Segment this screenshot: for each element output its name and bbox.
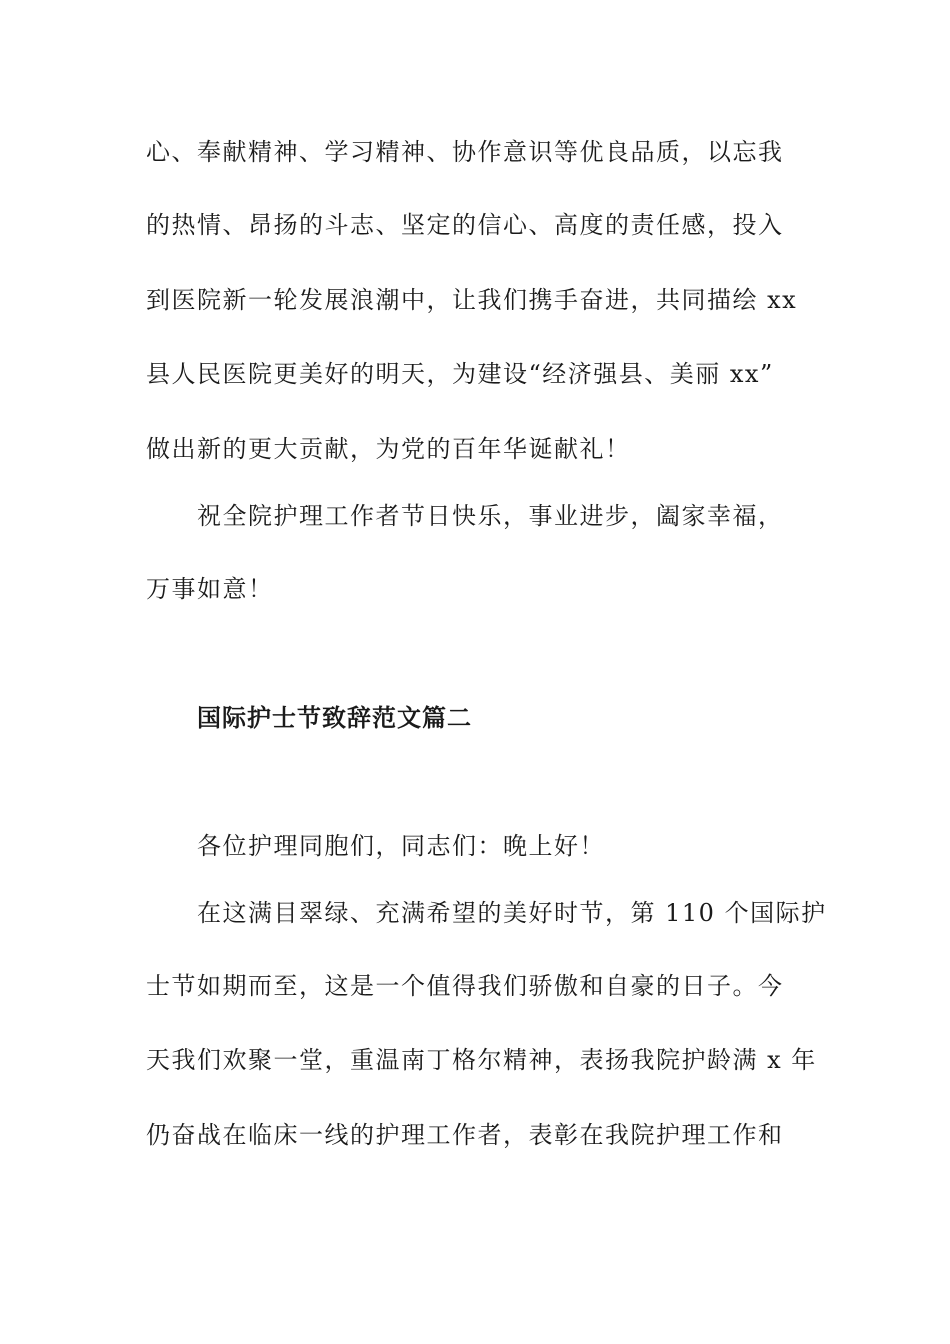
paragraph-line: 心、奉献精神、学习精神、协作意识等优良品质，以忘我 [146,138,784,166]
paragraph-line: 做出新的更大贡献，为党的百年华诞献礼！ [146,435,631,463]
wishes-line: 祝全院护理工作者节日快乐，事业进步，阖家幸福， [197,502,784,530]
wishes-line: 万事如意！ [146,575,274,603]
paragraph-line: 在这满目翠绿、充满希望的美好时节，第 110 个国际护 [197,899,827,927]
greeting-line: 各位护理同胞们，同志们：晚上好！ [197,832,605,860]
paragraph-line: 士节如期而至，这是一个值得我们骄傲和自豪的日子。今 [146,972,784,1000]
paragraph-line: 仍奋战在临床一线的护理工作者，表彰在我院护理工作和 [146,1121,784,1149]
paragraph-line: 的热情、昂扬的斗志、坚定的信心、高度的责任感，投入 [146,211,784,239]
paragraph-line: 到医院新一轮发展浪潮中，让我们携手奋进，共同描绘 xx [146,286,798,314]
paragraph-line: 县人民医院更美好的明天，为建设“经济强县、美丽 xx” [146,360,774,388]
section-heading: 国际护士节致辞范文篇二 [197,704,472,732]
paragraph-line: 天我们欢聚一堂，重温南丁格尔精神，表扬我院护龄满 x 年 [146,1046,817,1074]
